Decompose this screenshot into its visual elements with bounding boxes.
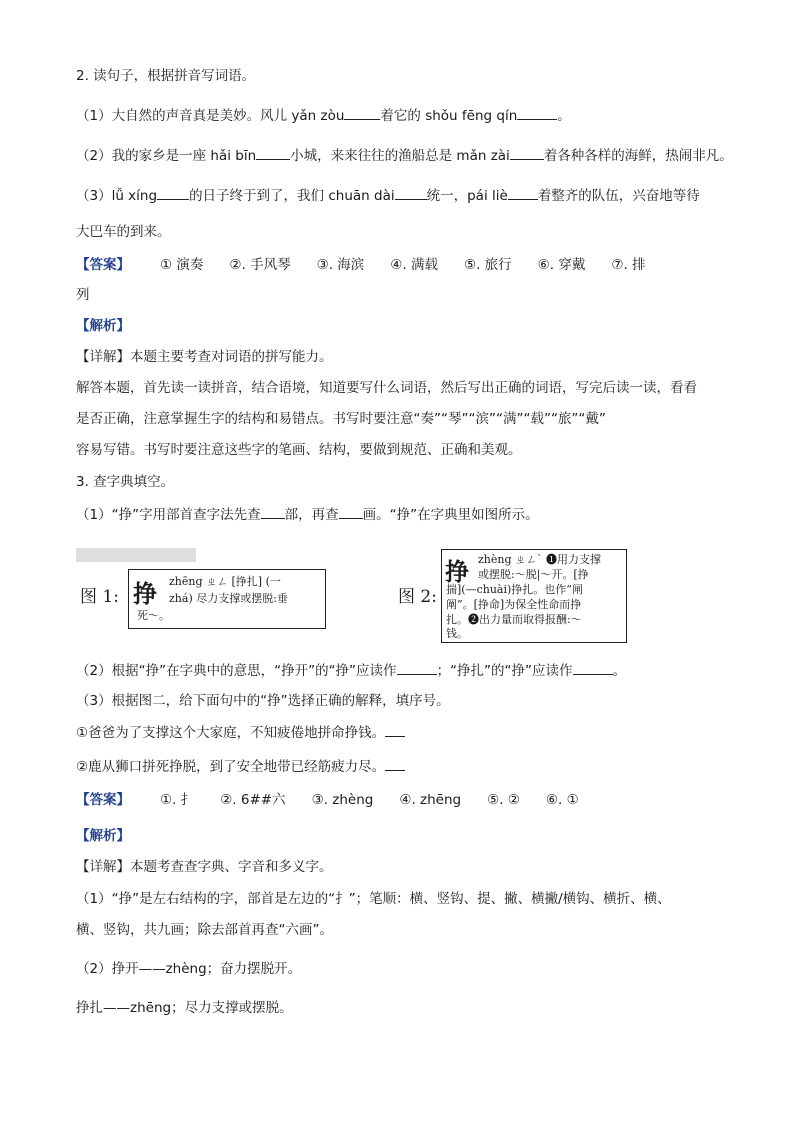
q2-answer — [76, 255, 646, 275]
analysis-label: 【解析】 — [76, 318, 130, 334]
q3-title: 3. 查字典填空。 — [76, 474, 175, 490]
q3-detail-4: （2）挣开——zhèng；奋力摆脱开。 — [76, 961, 302, 977]
answer-blank[interactable] — [397, 660, 437, 675]
figure-2-caption: 图 2: — [398, 587, 437, 607]
answer-blank[interactable] — [510, 145, 544, 160]
q2-sentence-3-cont: 大巴车的到来。 — [76, 224, 171, 240]
q3-detail-3: 横、竖钩，共九画；除去部首再查“六画”。 — [76, 922, 333, 938]
answer-label: 【答案】 — [76, 257, 130, 273]
q2-detail-2: 解答本题，首先读一读拼音，结合语境，知道要写什么词语，然后写出正确的词语，写完后读一读，看看 — [76, 380, 697, 396]
answer-blank[interactable] — [344, 105, 380, 120]
figure-1-char: 挣 — [133, 579, 157, 608]
figure-2-dictionary-entry: 挣 zhèng ㄓㄥˋ ❶用力支撑 或摆脱:～脱|～开。[挣 揣](—chuài)挣扎。也作“闸 阐”。[挣命]为保全性命而挣 扎。❷出力量而取得报酬:～ 钱。 — [441, 549, 627, 643]
q2-detail-1: 【详解】本题主要考查对词语的拼写能力。 — [76, 349, 333, 365]
answer-blank[interactable] — [339, 504, 363, 519]
scan-smudge — [76, 548, 196, 562]
answer-label: 【答案】 — [76, 792, 130, 808]
answer-blank[interactable] — [385, 722, 405, 737]
figure-1-caption: 图 1: — [80, 587, 119, 607]
answer-options: ①. 扌 ②. 6##六 ③. zhèng ④. zhēng ⑤. ② ⑥. ① — [160, 792, 579, 808]
figure-1-dictionary-entry: 挣 zhēng ㄓㄥ [挣扎] (一 zhá) 尽力支撑或摆脱:垂 死～。 — [128, 569, 326, 629]
q2-title: 2. 读句子，根据拼音写词语。 — [76, 68, 256, 84]
q3-detail-5: 挣扎——zhēng；尽力支撑或摆脱。 — [76, 1000, 293, 1016]
q3-detail-1: 【详解】本题考查查字典、字音和多义字。 — [76, 859, 333, 875]
q2-detail-3: 是否正确，注意掌握生字的结构和易错点。书写时要注意“奏”“琴”“滨”“满”“载”“旅”“戴” — [76, 411, 606, 427]
q3-detail-2: （1）“挣”是左右结构的字，部首是左边的“扌”；笔顺：横、竖钩、提、撇、横撇/横钩、横折、横、 — [76, 891, 671, 907]
answer-blank[interactable] — [517, 105, 557, 120]
q3-answer — [76, 790, 579, 810]
q2-sentence-1: （1）大自然的声音真是美妙。风儿 yǎn zòu 着它的 shǒu fēng qín 。 — [76, 105, 571, 126]
q3-sentence-2: （2）根据“挣”在字典中的意思，“挣开”的“挣”应读作 ；“挣扎”的“挣”应读作 。 — [76, 660, 626, 681]
q2-answer-wrap: 列 — [76, 287, 90, 303]
analysis-label: 【解析】 — [76, 828, 130, 844]
answer-blank[interactable] — [395, 185, 427, 200]
q3-sentence-3a: ①爸爸为了支撑这个大家庭，不知疲倦地拼命挣钱。 — [76, 722, 405, 743]
q3-sentence-3: （3）根据图二，给下面句中的“挣”选择正确的解释，填序号。 — [76, 693, 450, 709]
answer-blank[interactable] — [261, 504, 285, 519]
q2-sentence-3: （3）lǚ xíng 的日子终于到了，我们 chuān dài 统一，pái liè 着整齐的队伍，兴奋地等待 — [76, 185, 700, 206]
q3-sentence-1: （1）“挣”字用部首查字法先查 部，再查 画。“挣”在字典里如图所示。 — [76, 504, 539, 525]
answer-blank[interactable] — [157, 185, 189, 200]
q2-detail-4: 容易写错。书写时要注意这些字的笔画、结构，要做到规范、正确和美观。 — [76, 442, 522, 458]
answer-blank[interactable] — [508, 185, 538, 200]
answer-options: ① 演奏 ②. 手风琴 ③. 海滨 ④. 满载 ⑤. 旅行 ⑥. 穿戴 ⑦. 排 — [160, 257, 646, 273]
answer-blank[interactable] — [256, 145, 290, 160]
figure-2-char: 挣 — [445, 557, 469, 586]
q3-sentence-3b: ②鹿从狮口拼死挣脱，到了安全地带已经筋疲力尽。 — [76, 756, 405, 777]
q2-sentence-2: （2）我的家乡是一座 hǎi bīn 小城，来来往往的渔船总是 mǎn zài 着各种各样的海鲜，热闹非凡。 — [76, 145, 733, 166]
answer-blank[interactable] — [385, 756, 405, 771]
answer-blank[interactable] — [573, 660, 613, 675]
